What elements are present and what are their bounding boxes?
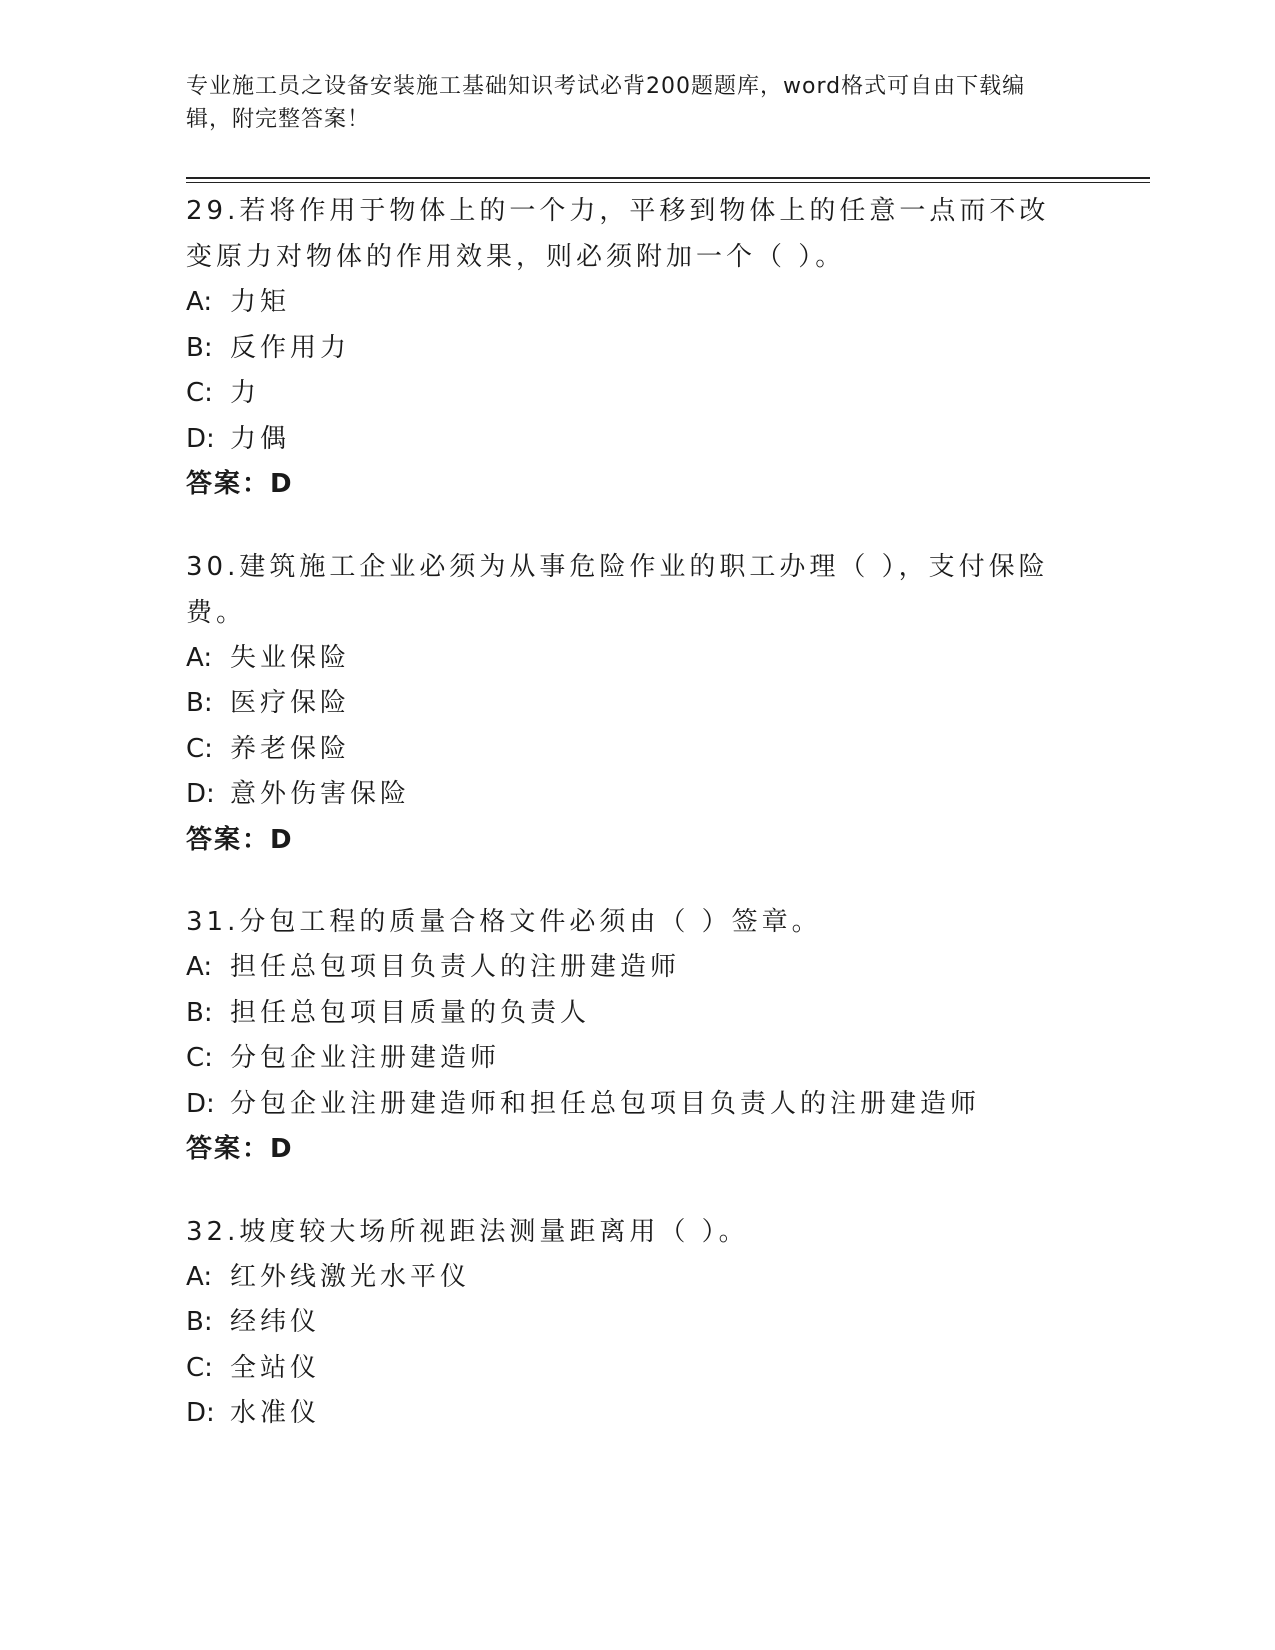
- option-text: 意外伤害保险: [230, 779, 411, 809]
- option-letter: A:: [186, 952, 213, 982]
- option-d: [186, 772, 1076, 818]
- option-letter: D:: [186, 1398, 215, 1428]
- option-text: 力偶: [230, 423, 291, 454]
- question-stem: 32.坡度较大场所视距法测量距离用（ ）。: [186, 1216, 749, 1247]
- header-rule-thin: [186, 182, 1150, 183]
- option-text: 经纬仪: [230, 1307, 321, 1337]
- option-text: 养老保险: [230, 733, 351, 764]
- option-text: 红外线激光水平仪: [230, 1261, 471, 1292]
- question-stem: 30.建筑施工企业必须为从事危险作业的职工办理（ ），支付保险费。: [186, 551, 1049, 628]
- option-letter: A:: [186, 287, 213, 317]
- option-letter: C:: [186, 1043, 213, 1073]
- page-header: 专业施工员之设备安装施工基础知识考试必背200题题库，word格式可自由下载编辑，附完整答案！: [186, 74, 1026, 132]
- option-letter: C:: [186, 378, 213, 408]
- option-letter: D:: [186, 423, 215, 454]
- option-a: [186, 945, 1076, 991]
- option-text: 水准仪: [230, 1398, 321, 1428]
- option-a: [186, 280, 1076, 326]
- answer-label: 答案：D: [186, 469, 294, 499]
- header-rule-thick: [186, 177, 1150, 179]
- option-letter: A:: [186, 1261, 213, 1292]
- option-a: [186, 1255, 1076, 1301]
- option-text: 失业保险: [230, 642, 351, 673]
- question-30: [186, 544, 1076, 864]
- option-text: 力: [230, 378, 261, 408]
- option-letter: C:: [186, 733, 213, 764]
- option-b: [186, 681, 1076, 727]
- option-letter: B:: [186, 1307, 213, 1337]
- option-letter: A:: [186, 642, 213, 673]
- option-d: [186, 417, 1076, 463]
- answer-label: 答案：D: [186, 824, 294, 855]
- option-text: 医疗保险: [230, 688, 351, 718]
- option-letter: B:: [186, 332, 213, 363]
- option-b: [186, 326, 1076, 372]
- option-c: [186, 1346, 1076, 1392]
- option-b: [186, 991, 1076, 1037]
- option-c: [186, 371, 1076, 417]
- question-stem: 29.若将作用于物体上的一个力，平移到物体上的任意一点而不改变原力对物体的作用效果，则必须附加一个（ ）。: [186, 196, 1050, 272]
- option-c: [186, 727, 1076, 773]
- option-b: [186, 1300, 1076, 1346]
- option-c: [186, 1036, 1076, 1082]
- question-list: [186, 188, 1076, 1473]
- question-32: [186, 1209, 1076, 1437]
- option-letter: D:: [186, 779, 215, 809]
- question-stem: 31.分包工程的质量合格文件必须由（ ）签章。: [186, 907, 822, 937]
- question-31: [186, 899, 1076, 1173]
- option-text: 担任总包项目负责人的注册建造师: [230, 952, 681, 982]
- question-29: [186, 188, 1076, 508]
- option-text: 分包企业注册建造师和担任总包项目负责人的注册建造师: [230, 1088, 981, 1119]
- option-letter: D:: [186, 1088, 215, 1119]
- option-letter: B:: [186, 997, 213, 1028]
- option-letter: C:: [186, 1352, 213, 1383]
- option-text: 力矩: [230, 287, 291, 317]
- option-text: 反作用力: [230, 332, 351, 363]
- option-d: [186, 1082, 1076, 1128]
- option-d: [186, 1391, 1076, 1437]
- option-text: 分包企业注册建造师: [230, 1043, 501, 1073]
- option-text: 全站仪: [230, 1352, 321, 1383]
- option-letter: B:: [186, 688, 213, 718]
- option-text: 担任总包项目质量的负责人: [230, 997, 591, 1028]
- option-a: [186, 636, 1076, 682]
- answer-label: 答案：D: [186, 1134, 294, 1164]
